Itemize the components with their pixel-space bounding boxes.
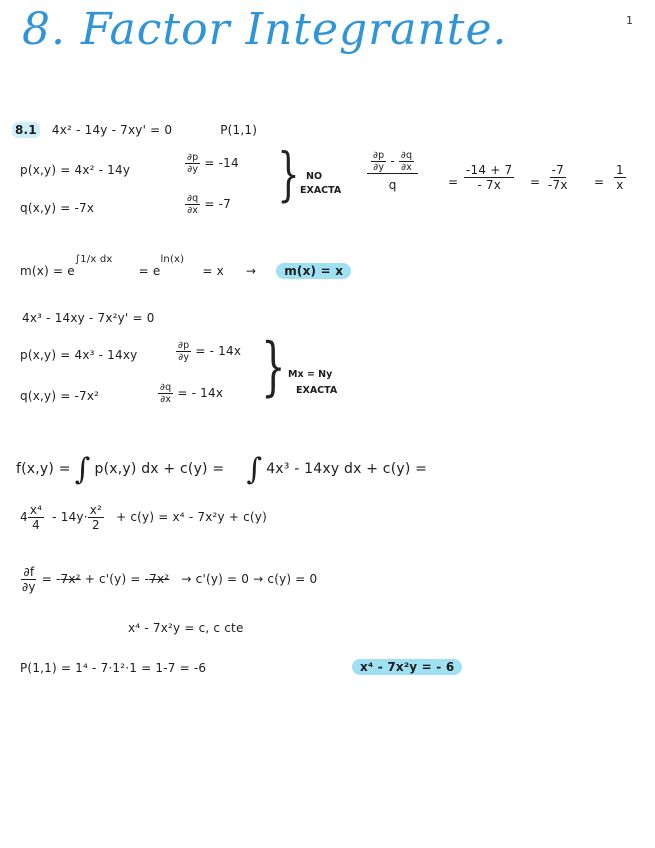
integral-icon: ∫ (246, 452, 263, 487)
problem-statement (12, 123, 257, 137)
final-answer-highlight: x⁴ - 7x²y = - 6 (352, 659, 462, 675)
q-definition-2: q(x,y) = -7x² (20, 389, 100, 403)
arrow-icon: → (245, 264, 257, 278)
right-brace: } (261, 330, 286, 404)
mu-mid: = e (138, 264, 161, 278)
fraction-step-1: $\frac{-14 + 7}{- 7x}$ (466, 163, 513, 192)
problem-label: 8.1 (12, 122, 40, 138)
integration-result: 4 $\frac{\text{x⁴}}{4}$ - 14y· $\frac{\text{x²}}{2}$ + c(y) = x⁴ - 7x²y + c(y) (20, 503, 267, 532)
potential-function-line: f(x,y) = ∫ p(x,y) dx + c(y) = ∫ 4x³ - 14xy dx + c(y) = (16, 452, 428, 487)
p-definition: p(x,y) = 4x² - 14y (20, 163, 131, 177)
dp-dy-expression: $\frac{\partial p}{\partial y}$ = -14 (187, 152, 239, 175)
right-brace: } (277, 140, 300, 208)
exactness-verdict-2: Mx = Ny EXACTA (288, 369, 338, 396)
problem-point: P(1,1) (220, 123, 258, 137)
exact-equation: 4x³ - 14xy - 7x²y' = 0 (22, 311, 155, 325)
mu-result-highlight: m(x) = x (276, 263, 351, 279)
integrating-factor-fraction: $\frac{\partial p}{\partial y}$ - $\frac{\partial q}{\partial x}$ q (367, 150, 418, 192)
mu-derivation (20, 254, 351, 278)
mu-lhs: m(x) = e (20, 264, 75, 278)
equals-sign: = (530, 175, 541, 189)
fraction-result: $\frac{1}{x}$ (616, 163, 624, 192)
dp-dy-expression-2: $\frac{\partial p}{\partial y}$ = - 14x (178, 340, 242, 363)
general-solution: x⁴ - 7x²y = c, c cte (128, 621, 244, 635)
equals-sign: = (594, 175, 605, 189)
derivative-line: $\frac{\partial f}{\partial y}$ = -7x² + c'(y) = -7x² → c'(y) = 0 → c(y) = 0 (22, 565, 318, 594)
point-evaluation: P(1,1) = 1⁴ - 7·1²·1 = 1-7 = -6 (20, 661, 207, 675)
page-number: 1 (626, 14, 633, 27)
mu-exponent-1: ∫1/x dx (74, 254, 113, 265)
q-definition: q(x,y) = -7x (20, 201, 95, 215)
problem-equation: 4x² - 14y - 7xy' = 0 (51, 123, 173, 137)
p-definition-2: p(x,y) = 4x³ - 14xy (20, 348, 138, 362)
page-title: 8. Factor Integrante. (22, 4, 508, 55)
exactness-verdict: NO EXACTA (300, 171, 342, 196)
equals-sign: = (448, 175, 459, 189)
mu-exponent-2: ln(x) (160, 254, 185, 265)
mu-rhs: = x (202, 264, 224, 278)
integral-icon: ∫ (74, 452, 91, 487)
dq-dx-expression: $\frac{\partial q}{\partial x}$ = -7 (187, 193, 231, 216)
dq-dx-expression-2: $\frac{\partial q}{\partial x}$ = - 14x (160, 382, 224, 405)
fraction-step-2: $\frac{-7}{-7x}$ (548, 163, 568, 192)
